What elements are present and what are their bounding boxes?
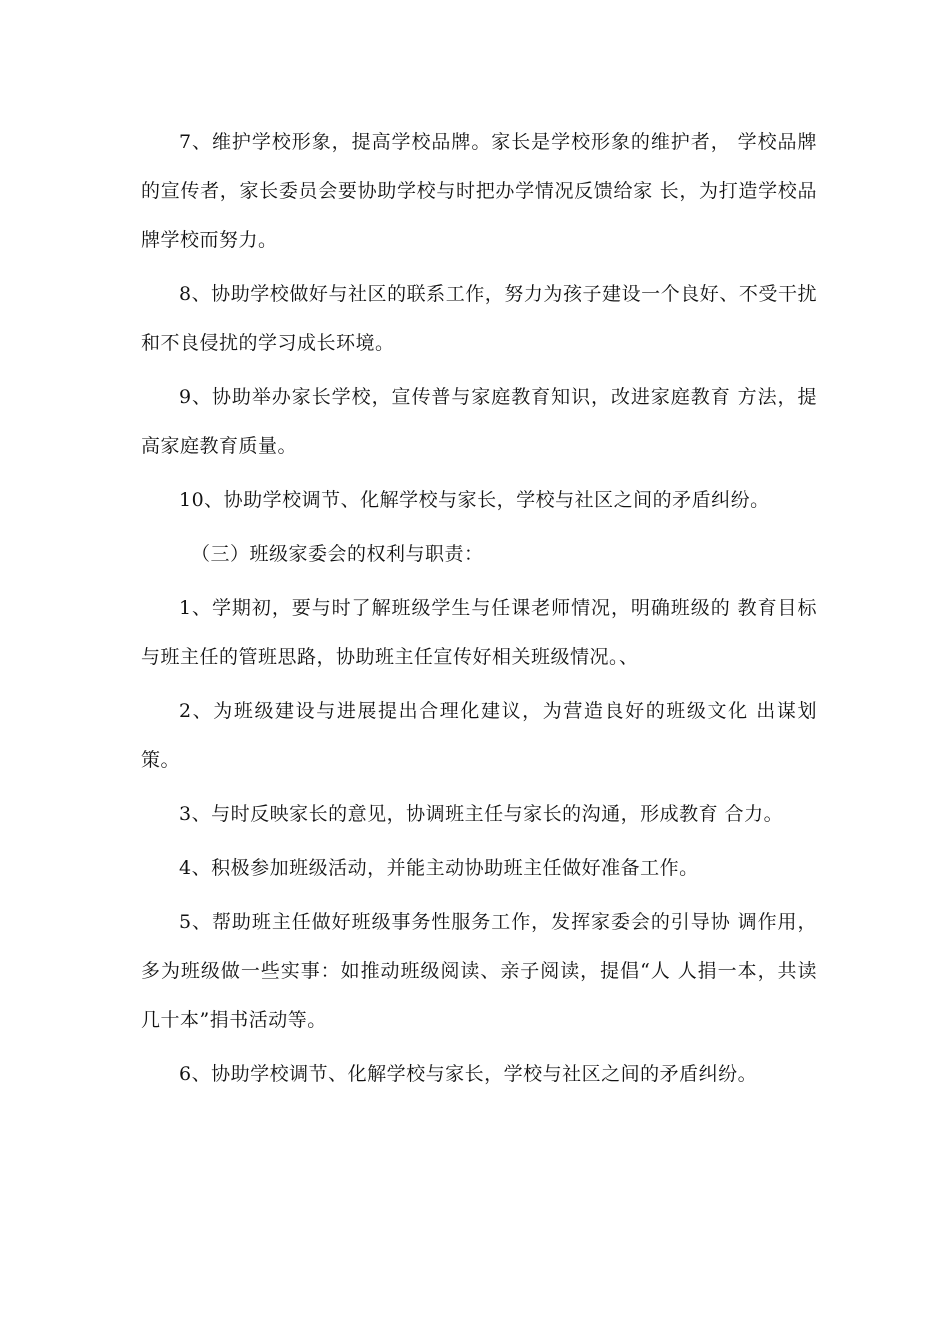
- paragraph-class-item-5: 5、帮助班主任做好班级事务性服务工作，发挥家委会的引导协 调作用，多为班级做一些实事：如推动班级阅读、亲子阅读，提倡“人 人捐一本，共读几十本”捐书活动等。: [141, 911, 817, 1031]
- paragraph-class-item-4: 4、积极参加班级活动，并能主动协助班主任做好准备工作。: [179, 857, 699, 879]
- paragraph-class-item-1: 1、学期初，要与时了解班级学生与任课老师情况，明确班级的 教育目标与班主任的管班思路，协助班主任宣传好相关班级情况。、: [141, 597, 817, 668]
- paragraph-item-7: 7、维护学校形象，提高学校品牌。家长是学校形象的维护者， 学校品牌的宣传者，家长委员会要协助学校与时把办学情况反馈给家 长，为打造学校品牌学校而努力。: [141, 131, 817, 251]
- paragraph-class-item-3: 3、与时反映家长的意见，协调班主任与家长的沟通，形成教育 合力。: [179, 803, 784, 825]
- paragraph-class-item-2: 2、为班级建设与进展提出合理化建议，为营造良好的班级文化 出谋划策。: [141, 700, 817, 771]
- paragraph-item-10: 10、协助学校调节、化解学校与家长，学校与社区之间的矛盾纠纷。: [179, 489, 770, 511]
- section-heading-class-committee: （三）班级家委会的权利与职责：: [191, 543, 484, 565]
- document-body: [141, 118, 817, 1104]
- paragraph-item-9: 9、协助举办家长学校，宣传普与家庭教育知识，改进家庭教育 方法，提高家庭教育质量。: [141, 386, 817, 457]
- paragraph-item-8: 8、协助学校做好与社区的联系工作，努力为孩子建设一个良好、不受干扰和不良侵扰的学习成长环境。: [141, 283, 817, 354]
- paragraph-class-item-6: 6、协助学校调节、化解学校与家长，学校与社区之间的矛盾纠纷。: [179, 1063, 758, 1085]
